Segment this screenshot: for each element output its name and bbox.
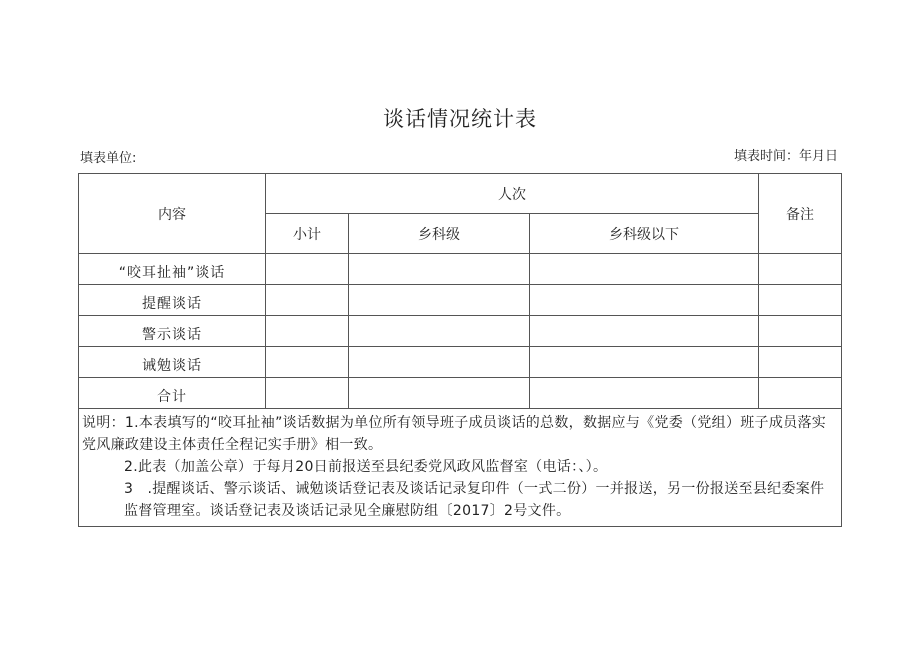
table-row bbox=[79, 316, 842, 347]
cell-township[interactable] bbox=[349, 254, 530, 285]
header-below-township-level: 乡科级以下 bbox=[530, 214, 759, 254]
cell-township[interactable] bbox=[349, 347, 530, 378]
row-label-warning: 警示谈话 bbox=[79, 316, 266, 347]
cell-below-township[interactable] bbox=[530, 254, 759, 285]
note-line-3: 3 .提醒谈话、警示谈话、诫勉谈话登记表及谈话记录复印件（一式二份）一并报送，另一份报送至县纪委案件监督管理室。谈话登记表及谈话记录见全廉慰防组〔2017〕2号文件。 bbox=[124, 481, 825, 519]
table-row bbox=[79, 285, 842, 316]
cell-remarks[interactable] bbox=[759, 347, 842, 378]
statistics-table bbox=[78, 173, 842, 527]
fill-unit-label: 填表单位: bbox=[80, 151, 137, 166]
note-line-2: 2.此表（加盖公章）于每月20日前报送至县纪委党风政风监督室（电话：、）。 bbox=[124, 459, 608, 475]
cell-below-township[interactable] bbox=[530, 316, 759, 347]
page-title: 谈话情况统计表 bbox=[383, 107, 537, 131]
table-row bbox=[79, 378, 842, 409]
cell-subtotal[interactable] bbox=[266, 254, 349, 285]
fill-time-label: 填表时间：年月日 bbox=[733, 149, 838, 164]
header-remarks: 备注 bbox=[759, 174, 842, 254]
cell-below-township[interactable] bbox=[530, 347, 759, 378]
cell-subtotal[interactable] bbox=[266, 347, 349, 378]
cell-remarks[interactable] bbox=[759, 316, 842, 347]
cell-township[interactable] bbox=[349, 378, 530, 409]
header-subtotal: 小计 bbox=[266, 214, 349, 254]
row-label-total: 合计 bbox=[79, 378, 266, 409]
cell-remarks[interactable] bbox=[759, 254, 842, 285]
note-line-1: 说明：1.本表填写的“咬耳扯袖”谈话数据为单位所有领导班子成员谈话的总数，数据应与《党委（党组）班子成员落实党风廉政建设主体责任全程记实手册》相一致。 bbox=[82, 415, 827, 453]
header-persons: 人次 bbox=[266, 174, 759, 214]
cell-subtotal[interactable] bbox=[266, 316, 349, 347]
cell-subtotal[interactable] bbox=[266, 285, 349, 316]
cell-remarks[interactable] bbox=[759, 285, 842, 316]
table-row bbox=[79, 254, 842, 285]
table-row bbox=[79, 347, 842, 378]
notes-cell bbox=[79, 409, 842, 527]
header-township-level: 乡科级 bbox=[349, 214, 530, 254]
cell-township[interactable] bbox=[349, 285, 530, 316]
cell-remarks[interactable] bbox=[759, 378, 842, 409]
cell-subtotal[interactable] bbox=[266, 378, 349, 409]
cell-below-township[interactable] bbox=[530, 285, 759, 316]
header-content: 内容 bbox=[79, 174, 266, 254]
row-label-admonition: 诫勉谈话 bbox=[79, 347, 266, 378]
row-label-yaoer: “咬耳扯袖”谈话 bbox=[79, 254, 266, 285]
row-label-reminder: 提醒谈话 bbox=[79, 285, 266, 316]
cell-below-township[interactable] bbox=[530, 378, 759, 409]
cell-township[interactable] bbox=[349, 316, 530, 347]
